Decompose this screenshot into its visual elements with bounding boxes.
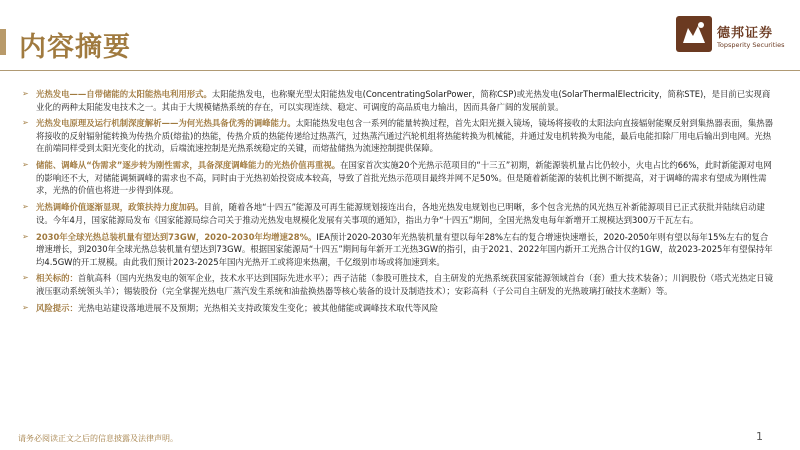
summary-item [22,201,774,226]
summary-item [22,231,774,269]
summary-item [22,159,774,197]
company-logo [676,12,796,58]
arrow-bullet-icon: ➢ [22,118,29,128]
arrow-bullet-icon: ➢ [22,273,29,283]
arrow-bullet-icon: ➢ [22,202,29,212]
summary-item [22,302,774,315]
item-heading: 相关标的： [36,273,78,284]
arrow-bullet-icon: ➢ [22,231,29,241]
item-heading: 光热调峰价值逐渐显现，政策扶持力度加码。 [36,202,204,213]
page-title: 内容摘要 [19,32,131,63]
arrow-bullet-icon: ➢ [22,160,29,170]
company-name: 德邦证券 [717,26,774,41]
footer-disclaimer: 请务必阅读正文之后的信息披露及法律声明。 [18,434,178,443]
arrow-bullet-icon: ➢ [22,89,29,98]
item-heading: 风险提示： [36,302,78,313]
item-heading: 储能、调峰从“伪需求”逐步转为刚性需求，具备深度调峰能力的光热价值再重视。 [36,160,341,171]
item-body: 太阳能热发电，也称聚光型太阳能热发电(ConcentratingSolarPower，简称CSP)或光热发电(SolarThermalElectricity，简称STE)，是目前已实现商业化的两种太阳能发电技术之一。其由于大规模储热系统的存在，可以实现连续、稳定、可调度的高品质电力输出，因而具备广阔的发展前景。 [36,89,771,112]
summary-item [22,272,774,297]
item-body: 在国家首次实施20个光热示范项目的“十三五”初期，新能源装机量占比仍较小，火电占比约66%，此时新能源对电网的影响还不大，对储能调频调峰的需求也不高，同时由于光热初始投资成本较高，导致了首批光热示范项目最终并网不足50%。但是随着新能源的装机比例不断提高，对于调峰的需求有望成为刚性需求，光热的价值也将进一步得到体现。 [36,160,772,196]
summary-list [22,88,774,319]
item-heading: 2030年全球光热总装机量有望达到73GW，2020-2030年均增速28%。 [36,231,317,242]
page-number: 1 [756,430,763,443]
company-logo-icon [676,16,712,52]
arrow-bullet-icon: ➢ [22,302,29,312]
item-body: 首航高科（国内光热发电的领军企业，技术水平达到国际先进水平）；西子洁能（参股可胜技术，自主研发的光热系统获国家能源领域首台（套）重大技术装备）；川润股份（塔式光热定日镜液压驱动系统领头羊）；锡装股份（完全掌握光热电厂蒸汽发生系统和油盐换热器等核心装备的设计及制造技术）；安彩高科（子公司自主研发的光热玻璃打破技术垄断）等。 [36,273,773,296]
item-body: IEA预计2020-2030年光热装机量有望以每年28%左右的复合增速快速增长，2020-2050年则有望以每年15%左右的复合增速增长，到2030年全球光热总装机量有望达到73GW。根据国家能源局“十四五”期间每年新开工光热3GW的指引，由于2021、2022年国内新开工光热合计仅约1GW，故2023-2025年有望保持年均4.5GW的开工规模。由此我们预计2023-2025年国内光热开工或将迎来热潮，千亿级别市场或将加速到来。 [36,231,773,267]
item-body: 光热电站建设落地进展不及预期；光热相关支持政策发生变化；被其他储能或调峰技术取代等风险 [77,302,438,313]
item-body: 目前，随着各地“十四五”能源及可再生能源规划接连出台，各地光热发电规划也已明晰，多个包含光热的风光热互补新能源项目已正式获批并陆续启动建设。今年4月，国家能源局发布《国家能源局综合司关于推动光热发电规模化发展有关事项的通知》，指出力争“十四五”期间，全国光热发电每年新增开工规模达到300万千瓦左右。 [36,202,765,225]
item-body: 太阳能热发电包含一系列的能量转换过程，首先太阳光摄入镜场，镜场将接收的太阳法向直接辐射能聚反射到集热器表面，集热器将接收的反射辐射能转换为传热介质(熔盐)的热能，传热介质的热能传递给过热蒸汽，过热蒸汽通过汽轮机组将热能转换为机械能，并通过发电机转换为电能，最后电能扣除厂用电后输出到电网。光热在前端同样受到太阳光变化的扰动，后端流速控制是光热系统稳定的关键，而熔盐储热为流速控制提供保障。 [36,118,773,154]
summary-item [22,117,774,155]
summary-item [22,88,774,113]
company-english-name: Topsperity Securities [717,41,785,49]
item-heading: 光热发电——自带储能的太阳能热电利用形式。 [36,89,212,99]
title-accent-bar [0,29,6,55]
item-heading: 光热发电原理及运行机制深度解析——为何光热具备优秀的调峰能力。 [36,118,296,129]
